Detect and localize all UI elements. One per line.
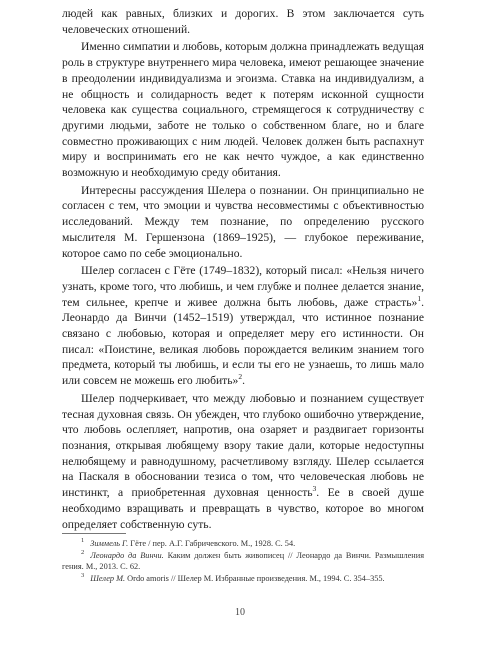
main-text: [62, 6, 424, 532]
paragraph-5: Шелер подчеркивает, что между любовью и познанием существует тесная духовная связь. Он убежден, что глубоко ошибочно утверждение, что любовь ослепляет, напротив, она озаряет и раздвигает горизонты познания, открывая любящему взору такие дали, которые недоступны нелюбящему и равнодушному, расчетливому взгляду. Шелер ссылается на Паскаля в обосновании тезиса о том, что человеческая любовь не инстинкт, а приобретенная духовная ценность$^3$. Ее в своей душе необходимо взращивать и превращать в чувство, которое во многом определяет собственную суть.: [62, 391, 424, 531]
paragraph-3: Интересны рассуждения Шелера о познании. Он принципиально не согласен с тем, что эмоции и чувства несовместимы с объективностью исследований. Между тем познание, по определению русского мыслителя М. Гершензона (1869–1925), — глубокое переживание, которое само по себе эмоционально.: [62, 183, 424, 260]
footnote-ref-3[interactable]: 3: [312, 484, 317, 494]
footnote-ref-1[interactable]: 1: [417, 293, 422, 303]
paragraph-2: Именно симпатии и любовь, которым должна принадлежать ведущая роль в структуре внутреннего мира человека, имеют решающее значение в преодолении индивидуализма и эгоизма. Ставка на индивидуализм, а не общность и солидарность ведет к потерям исконной сущности человека как существа социального, стремящегося к сотрудничеству с другими людьми, заботе не только о собственном благе, но и благе совместно проживающих с ним людей. Человек должен быть распахнут миру и воспринимать его не как нечто чуждое, а как единственно возможную и необходимую среду обитания.: [62, 40, 424, 180]
footnote-3: $^3$ Шелер М. Ordo amoris // Шелер М. Избранные произведения. М., 1994. С. 354–355.: [81, 572, 385, 583]
footnote-ref-2[interactable]: 2: [238, 372, 243, 382]
footnote-2: $^2$ Леонардо да Винчи. Каким должен быть живописец // Леонардо да Винчи. Размышления гения. М., 2013. С. 62.: [62, 549, 425, 571]
footnote-1: $^1$ Зиммель Г. Гёте / пер. А.Г. Габричевского. М., 1928. С. 54.: [81, 537, 296, 548]
footnotes: [62, 538, 424, 585]
paragraph-1: людей как равных, близких и дорогих. В этом заключается суть человеческих отношений.: [62, 7, 424, 36]
paragraph-4: Шелер согласен с Гёте (1749–1832), который писал: «Нельзя ничего узнать, кроме того, что любишь, и чем глубже и полнее делается знание, тем сильнее, крепче и живее должна быть любовь, даже страсть»$^1$. Леонардо да Винчи (1452–1519) утверждал, что истинное познание связано с любовью, которая и определяет меру его истинности. Он писал: «Поистине, великая любовь порождается великим знанием того предмета, который ты любишь, и если ты его не узнаешь, то лишь мало или совсем не можешь его любить»$^2$.: [62, 264, 424, 388]
page-number: 10: [235, 607, 245, 618]
footnote-separator: [62, 533, 126, 534]
